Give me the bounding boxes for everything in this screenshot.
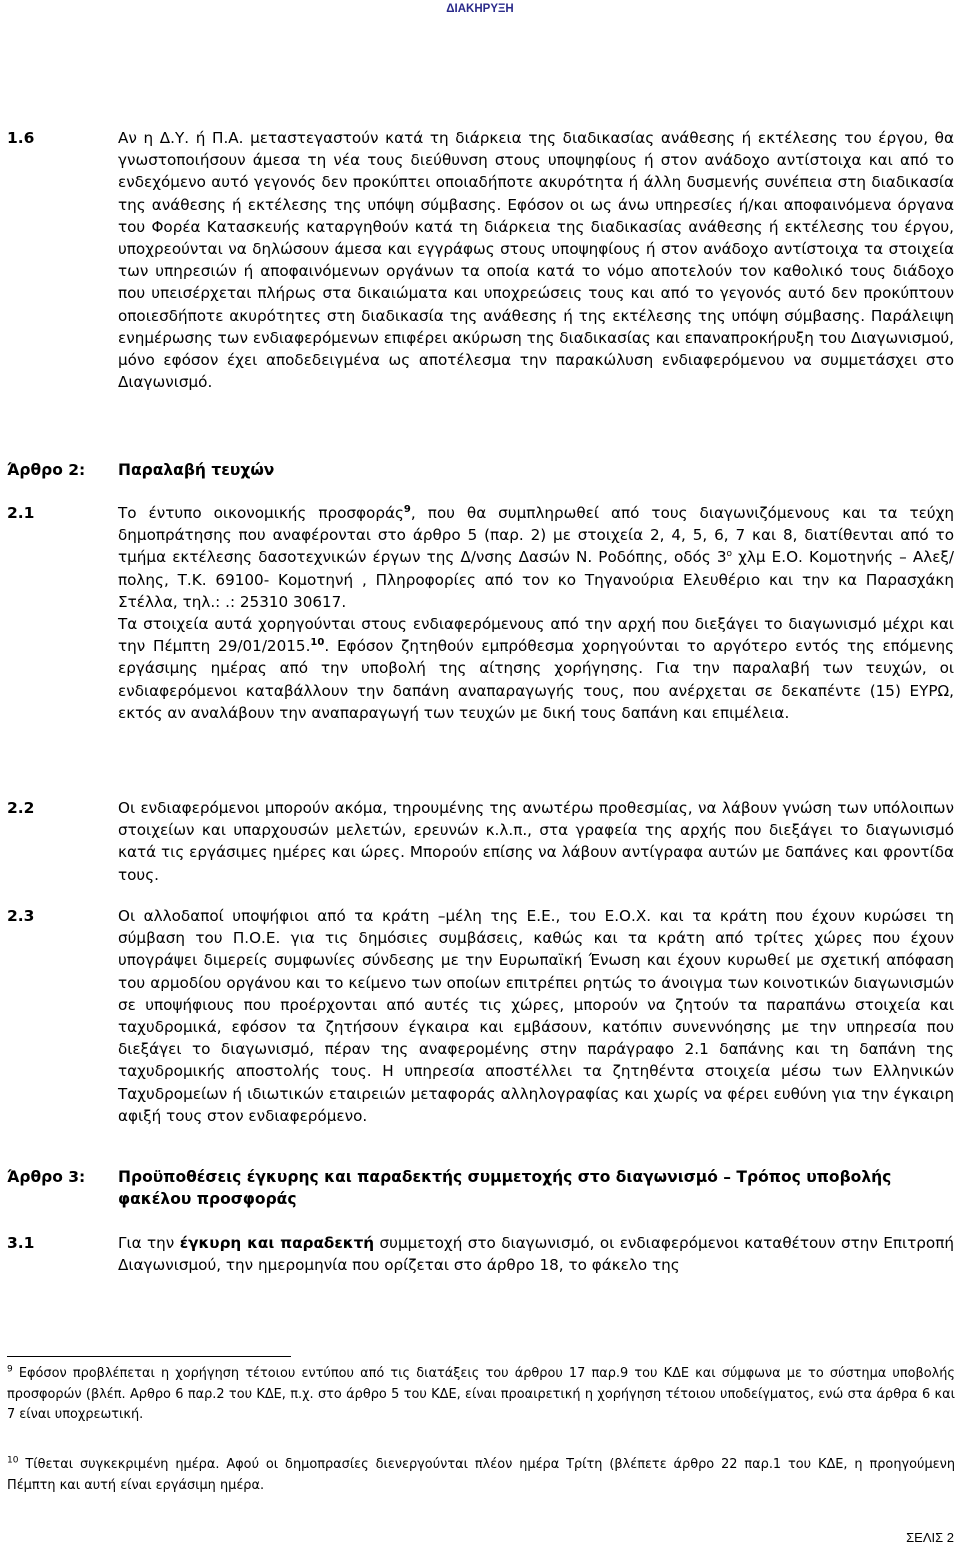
footnote-text: Τίθεται συγκεκριμένη ημέρα. Αφού οι δημοπρασίες διενεργούνται πλέον ημέρα Τρίτη (βλέπετε άρθρο 22 παρ.1 του ΚΔΕ, η προηγούμενη Πέμπτη και αυτή είναι εργάσιμη ημέρα.: [7, 1457, 955, 1493]
text-run: , που θα συμπληρωθεί από τους διαγωνιζόμενους και τα τεύχη δημοπράτησης που αναφέρονται στο άρθρο 5 (παρ. 2) με στοιχεία 2, 4, 5, 6, 7 και 8, διατίθενται από το τμήμα εκτέλεσης δασοτεχνικών έργων της Δ/νσης Δασών Ν. Ροδόπης, οδός 3: [118, 504, 954, 567]
footnote-ref-9[interactable]: 9: [403, 503, 411, 515]
footnote-number: 10: [7, 1455, 19, 1466]
text-run: Τα στοιχεία αυτά χορηγούνται στους ενδιαφερόμενους από την αρχή που διεξάγει το διαγωνισμό μέχρι και την Πέμπτη 29/01/2015.: [118, 615, 954, 656]
page-number: ΣΕΛΙΣ 2: [906, 1530, 954, 1545]
section-1-6-text: [118, 127, 954, 393]
section-3-1-paragraph: [118, 1232, 954, 1276]
section-3-1-text: [118, 1232, 954, 1276]
text-run: Για την: [118, 1234, 180, 1252]
text-run: συμμετοχή στο διαγωνισμό, οι ενδιαφερόμενοι καταθέτουν στην Επιτροπή Διαγωνισμού, την ημερομηνία που ορίζεται στο άρθρο 18, το φάκελο της: [118, 1234, 954, 1275]
document-header-title: ΔΙΑΚΗΡΥΞΗ: [446, 3, 514, 15]
ordinal-superscript: ο: [726, 549, 733, 560]
section-number-2-1: 2.1: [7, 504, 35, 522]
section-2-1-paragraph-2: [118, 613, 954, 724]
footnote-10: [7, 1455, 955, 1496]
section-number-2-3: 2.3: [7, 907, 35, 925]
section-2-3-text: [118, 905, 954, 1127]
section-2-1-text: [118, 502, 954, 724]
section-number-2-2: 2.2: [7, 799, 35, 817]
text-run: . Εφόσον ζητηθούν εμπρόθεσμα χορηγούνται το αργότερο εντός της επόμενης εργάσιμης ημέρας από την υποβολή της αίτησης χορήγησης. Για την παραλαβή των τευχών, οι ενδιαφερόμενοι καταβάλλουν την δαπάνη αναπαραγωγής τους, που ανέρχεται σε δεκαπέντε (15) ΕΥΡΩ, εκτός αν αναλάβουν την αναπαραγωγή των τευχών με δική τους δαπάνη και επιμέλεια.: [118, 637, 954, 722]
section-2-2-paragraph: Οι ενδιαφερόμενοι μπορούν ακόμα, τηρουμένης της ανωτέρω προθεσμίας, να λάβουν γνώση των υπόλοιπων στοιχείων και υπαρχουσών μελετών, ερευνών κ.λ.π., στα γραφεία της αρχής που διεξάγει το διαγωνισμό κατά τις εργάσιμες ημέρες και ώρες. Μπορούν επίσης να λάβουν αντίγραφα αυτών με δαπάνες και φροντίδα τους.: [118, 799, 954, 884]
section-2-3-paragraph: Οι αλλοδαποί υποψήφιοι από τα κράτη –μέλη της Ε.Ε., του Ε.Ο.Χ. και τα κράτη που έχουν κυρώσει τη σύμβαση του Π.Ο.Ε. για τις δημόσιες συμβάσεις, καθώς και τα κράτη από τρίτες χώρες που έχουν υπογράψει διμερείς συμφωνίες σύνδεσης με την Ευρωπαϊκή Ένωση και έχουν κυρωθεί με σχετική απόφαση του αρμοδίου οργάνου και το κείμενο των οποίων επιτρέπει ρητώς το άνοιγμα των κοινοτικών διαγωνισμών σε υποψήφιους που προέρχονται από αυτές τις χώρες, μπορούν να ζητούν τα παραπάνω στοιχεία και ταχυδρομικά, εφόσον τα ζητήσουν έγκαιρα και εμβάσουν, κατόπιν συνεννόησης με την υπηρεσία που διεξάγει το διαγωνισμό, πέραν της αναφερομένης στην παράγραφο 2.1 δαπάνης και τη δαπάνη της ταχυδρομικής αποστολής τους. Η υπηρεσία αποστέλλει τα ζητηθέντα στοιχεία μέσω των Ελληνικών Ταχυδρομείων ή ιδιωτικών εταιρειών μεταφοράς αλληλογραφίας και χωρίς να φέρει ευθύνη για την έγκαιρη αφιξή τους στον ενδιαφερόμενο.: [118, 907, 954, 1125]
section-2-2-text: [118, 797, 954, 886]
section-number-3-1: 3.1: [7, 1234, 35, 1252]
article-3-title: Προϋποθέσεις έγκυρης και παραδεκτής συμμετοχής στο διαγωνισμό – Τρόπος υποβολής φακέλου προσφοράς: [118, 1168, 892, 1209]
section-number-1-6: 1.6: [7, 129, 35, 147]
text-run: Το έντυπο οικονομικής προσφοράς: [118, 504, 404, 522]
bold-text-run: έγκυρη και παραδεκτή: [179, 1234, 375, 1252]
footnote-text: Εφόσον προβλέπεται η χορήγηση τέτοιου εντύπου από τις διατάξεις του άρθρου 17 παρ.9 του ΚΔΕ και σύμφωνα με το σύστημα υποβολής προσφορών (βλέπ. Αρθρο 6 παρ.2 του ΚΔΕ, π.χ. στο άρθρο 5 του ΚΔΕ, είναι προαιρετική η χορήγηση τέτοιου υποδείγματος, ενώ στα άρθρα 6 και 7 είναι υποχρεωτική.: [7, 1366, 955, 1422]
footnote-ref-10[interactable]: 10: [310, 637, 325, 649]
text-run: χλμ Ε.Ο. Κομοτηνής – Αλεξ/πολης, Τ.Κ. 69100- Κομοτηνή , Πληροφορίες από τον κο Τηγανούρια Ελευθέριο και την κα Παρασχάκη Στέλλα, τηλ.: .: 25310 30617.: [118, 548, 954, 611]
section-2-1-paragraph-1: [118, 502, 954, 613]
article-3-label: Άρθρο 3:: [7, 1168, 86, 1186]
article-2-title: Παραλαβή τευχών: [118, 461, 275, 479]
footnote-9: [7, 1364, 955, 1426]
article-2-label: Άρθρο 2:: [7, 461, 86, 479]
footnote-separator: [7, 1356, 291, 1357]
footnote-number: 9: [7, 1364, 13, 1375]
section-1-6-paragraph: Αν η Δ.Υ. ή Π.Α. μεταστεγαστούν κατά τη διάρκεια της διαδικασίας ανάθεσης ή εκτέλεσης του έργου, θα γνωστοποιήσουν άμεσα τη νέα τους διεύθυνση στους υποψηφίους ή στον ανάδοχο αντίστοιχα και από το ενδεχόμενο αυτό γεγονός δεν προκύπτει οποιαδήποτε ακυρότητα ή άλλη δυσμενής συνέπεια στη διαδικασία της ανάθεσης ή εκτέλεσης της υπόψη σύμβασης. Εφόσον οι ως άνω υπηρεσίες ή/και αποφαινόμενα όργανα του Φορέα Κατασκευής καταργηθούν κατά τη διάρκεια της διαδικασίας ανάθεσης ή εκτέλεσης του έργου, υποχρεούνται να δηλώσουν άμεσα και εγγράφως στους υποψηφίους ή στον ανάδοχο αντίστοιχα τα στοιχεία των υπηρεσιών ή αποφαινόμενων οργάνων τα οποία κατά το νόμο αποτελούν τον καθολικό τους διάδοχο που υπεισέρχεται πλήρως στα δικαιώματα και υποχρεώσεις τους και από το γεγονός αυτό δεν προκύπτουν οποιεσδήποτε ακυρότητες στη διαδικασία της ανάθεσης ή της εκτέλεσης της υπόψη σύμβασης. Παράλειψη ενημέρωσης των ενδιαφερόμενων επιφέρει ακύρωση της διαδικασίας και επαναπροκήρυξη του Διαγωνισμού, μόνο εφόσον έχει αποδεδειγμένα ως αποτέλεσμα την παρακώλυση ενδιαφερόμενου να συμμετάσχει στο Διαγωνισμό.: [118, 129, 954, 392]
